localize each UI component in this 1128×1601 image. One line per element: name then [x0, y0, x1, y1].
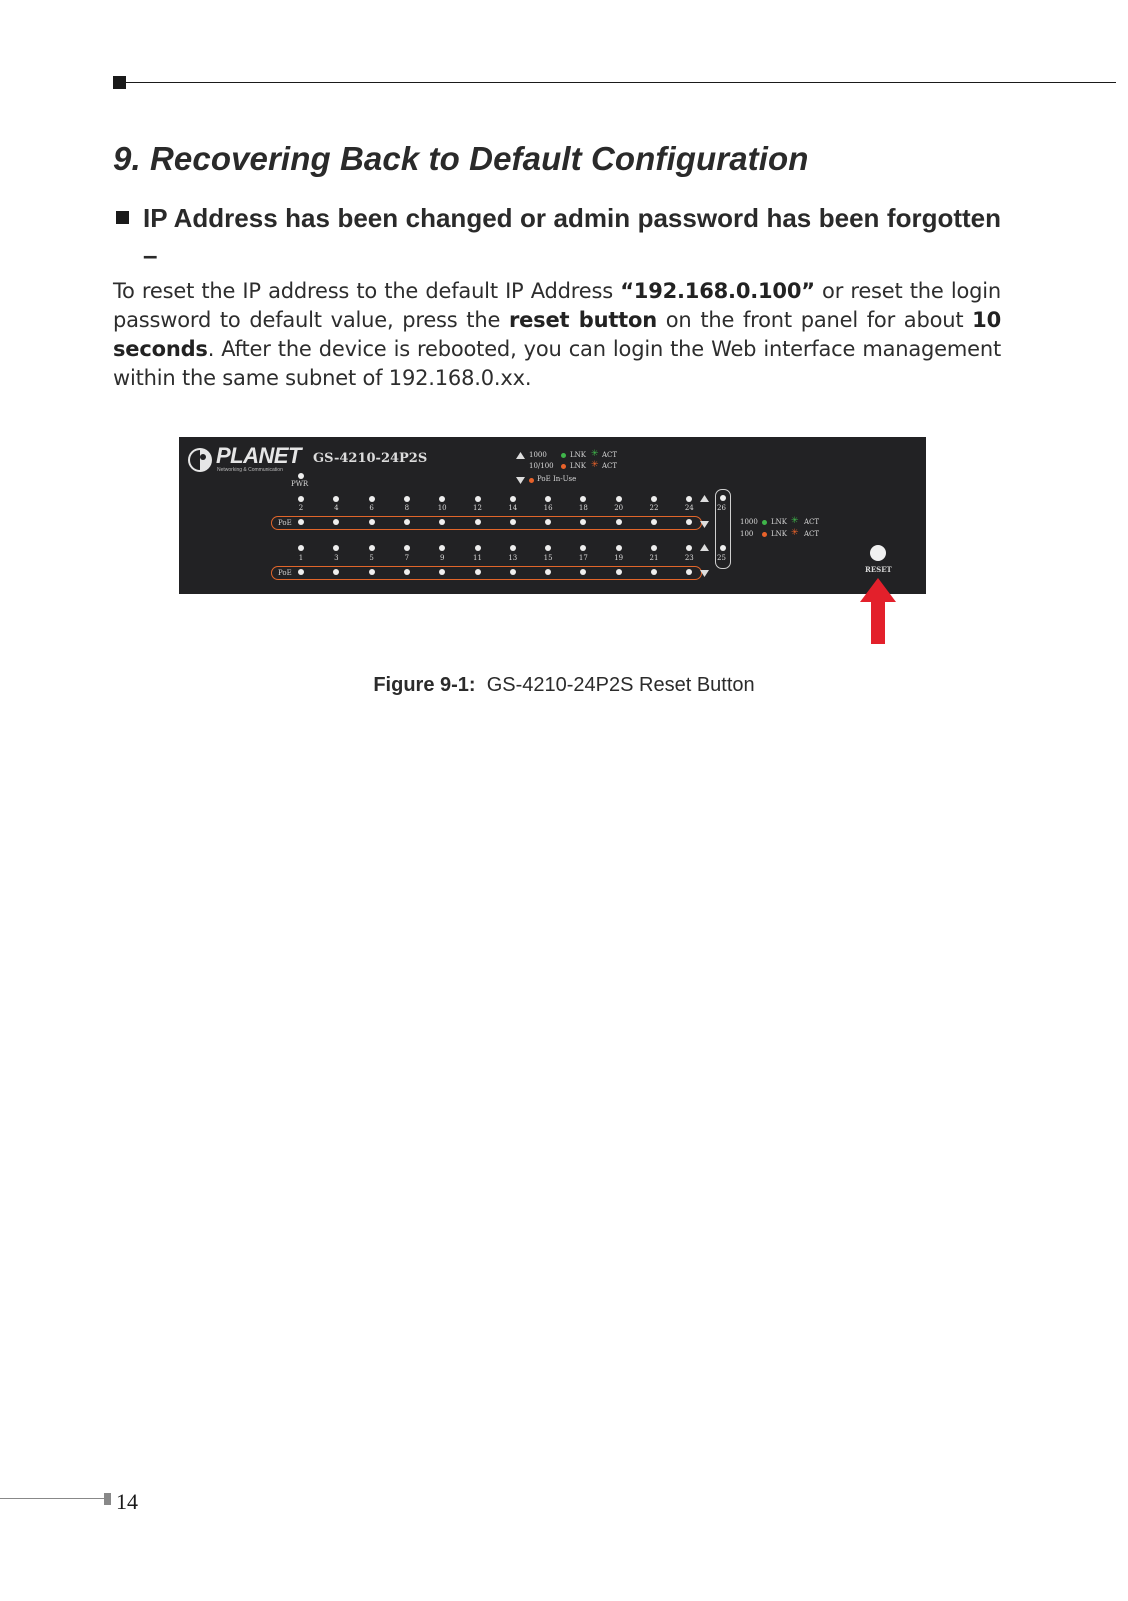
port-19-poe-led — [616, 569, 622, 575]
sfp-led-top — [720, 495, 726, 501]
square-bullet-icon — [116, 211, 129, 224]
port-1-link-led — [298, 545, 304, 551]
sfp-legend-lnk: LNK — [771, 518, 788, 526]
port-23-link-led — [686, 545, 692, 551]
port-6-poe-led — [369, 519, 375, 525]
body-paragraph — [113, 277, 1001, 393]
port-13-label: 13 — [508, 554, 518, 562]
figure-label: Figure 9-1: — [373, 674, 476, 696]
sfp-legend-act-2: ACT — [804, 530, 820, 538]
legend-lnk: LNK — [570, 451, 587, 459]
port-24-link-led — [686, 496, 692, 502]
port-16-link-led — [545, 496, 551, 502]
port-11-link-led — [475, 545, 481, 551]
port-13-poe-led — [510, 569, 516, 575]
port-3-label: 3 — [334, 554, 339, 562]
reset-pointer-arrow-icon — [860, 578, 896, 644]
subheading-text: IP Address has been changed or admin password has been forgotten – — [143, 203, 1001, 270]
sfp-legend-led-orange — [762, 532, 767, 537]
page-number: 14 — [116, 1489, 138, 1514]
port-13-link-led — [510, 545, 516, 551]
reset-button[interactable] — [870, 545, 886, 561]
port-14-label: 14 — [508, 504, 518, 512]
port-20-link-led — [616, 496, 622, 502]
port-8-label: 8 — [404, 504, 410, 512]
port-14-link-led — [510, 496, 516, 502]
legend-act: ACT — [602, 451, 618, 459]
port-12-label: 12 — [473, 504, 482, 512]
header-rule — [126, 82, 1116, 83]
port-21-poe-led — [651, 569, 657, 575]
act-blink-green-icon: ✳ — [591, 449, 599, 459]
planet-logo-icon — [187, 447, 213, 473]
act-blink-orange-icon: ✳ — [591, 460, 599, 470]
port-22-poe-led — [651, 519, 657, 525]
sfp-port-25: 25 — [717, 554, 726, 562]
reset-button-term: reset button — [508, 308, 657, 332]
footer-rule — [0, 1498, 104, 1499]
reset-label: RESET — [865, 565, 892, 574]
sfp-legend-1000: 1000 — [740, 518, 758, 526]
port-3-link-led — [333, 545, 339, 551]
port-17-link-led — [580, 545, 586, 551]
legend-led-orange — [561, 464, 566, 469]
row-bottom-down-triangle-icon — [700, 570, 709, 577]
port-10-link-led — [439, 496, 445, 502]
port-19-link-led — [616, 545, 622, 551]
paragraph-text-1: To reset the IP address to the default IP Address — [113, 279, 621, 303]
port-6-link-led — [369, 496, 375, 502]
sfp-act-blink-orange-icon: ✳ — [791, 528, 799, 538]
port-8-link-led — [404, 496, 410, 502]
port-19-label: 19 — [614, 554, 624, 562]
sfp-led-bottom — [720, 545, 726, 551]
triangle-up-icon — [516, 452, 525, 459]
port-21-label: 21 — [649, 554, 659, 562]
port-7-link-led — [404, 545, 410, 551]
legend-lnk-2: LNK — [570, 462, 587, 470]
port-14-poe-led — [510, 519, 516, 525]
port-1-label: 1 — [298, 554, 304, 562]
sfp-act-blink-green-icon: ✳ — [791, 516, 799, 526]
port-11-label: 11 — [473, 554, 482, 562]
port-2-label: 2 — [298, 504, 304, 512]
sfp-port-26: 26 — [717, 504, 726, 512]
port-4-label: 4 — [334, 504, 339, 512]
port-15-label: 15 — [543, 554, 553, 562]
port-5-poe-led — [369, 569, 375, 575]
port-15-link-led — [545, 545, 551, 551]
port-12-link-led — [475, 496, 481, 502]
legend-poe-led — [529, 478, 534, 483]
legend-poe-in-use: PoE In-Use — [537, 475, 577, 483]
port-9-label: 9 — [439, 554, 445, 562]
port-7-poe-led — [404, 569, 410, 575]
port-10-label: 10 — [437, 504, 447, 512]
legend-speed-10-100: 10/100 — [529, 462, 554, 470]
port-23-label: 23 — [684, 554, 694, 562]
subheading — [113, 200, 1001, 274]
row-bottom-up-triangle-icon — [700, 544, 709, 551]
model-name: GS-4210-24P2S — [313, 451, 428, 466]
poe-label-top: PoE — [278, 519, 292, 527]
header-rule-square — [113, 76, 126, 89]
port-12-poe-led — [475, 519, 481, 525]
port-18-link-led — [580, 496, 586, 502]
pwr-label: PWR — [291, 480, 309, 488]
port-4-link-led — [333, 496, 339, 502]
port-18-label: 18 — [578, 504, 588, 512]
pwr-led — [298, 473, 304, 479]
reset-duration: 10 seconds — [113, 308, 1001, 361]
legend-speed-1000: 1000 — [529, 451, 547, 459]
brand-tagline: Networking & Communication — [217, 467, 283, 473]
figure-caption — [0, 674, 1128, 697]
paragraph-text-3: on the front panel for about — [657, 308, 973, 332]
port-11-poe-led — [475, 569, 481, 575]
legend-led-green — [561, 453, 566, 458]
row-top-up-triangle-icon — [700, 495, 709, 502]
port-16-label: 16 — [543, 504, 553, 512]
row-top-down-triangle-icon — [700, 521, 709, 528]
default-ip-address: “192.168.0.100” — [620, 279, 815, 303]
footer-rule-square — [104, 1493, 111, 1505]
port-22-link-led — [651, 496, 657, 502]
port-17-label: 17 — [578, 554, 588, 562]
brand-name: PLANET — [216, 443, 301, 468]
paragraph-text-2: or reset the login password to default value, press the — [113, 279, 1001, 332]
legend-act-2: ACT — [602, 462, 618, 470]
port-22-label: 22 — [649, 504, 659, 512]
port-9-link-led — [439, 545, 445, 551]
port-1-poe-led — [298, 569, 304, 575]
figure-caption-text: GS-4210-24P2S Reset Button — [486, 674, 755, 696]
switch-front-panel — [179, 437, 926, 594]
triangle-down-icon — [516, 477, 525, 484]
port-20-poe-led — [616, 519, 622, 525]
sfp-legend-lnk-2: LNK — [771, 530, 788, 538]
port-5-label: 5 — [369, 554, 374, 562]
port-5-link-led — [369, 545, 375, 551]
port-2-link-led — [298, 496, 304, 502]
sfp-legend-led-green — [762, 520, 767, 525]
port-21-link-led — [651, 545, 657, 551]
port-8-poe-led — [404, 519, 410, 525]
sfp-legend-100: 100 — [740, 530, 754, 538]
paragraph-text-4: . After the device is rebooted, you can login the Web interface management within the same subnet of 192.168.0.xx. — [113, 337, 1001, 390]
port-7-label: 7 — [404, 554, 410, 562]
poe-label-bottom: PoE — [278, 569, 292, 577]
port-24-label: 24 — [684, 504, 694, 512]
sfp-legend-act: ACT — [804, 518, 820, 526]
port-20-label: 20 — [614, 504, 624, 512]
port-6-label: 6 — [369, 504, 374, 512]
section-title: 9. Recovering Back to Default Configuration — [113, 140, 809, 177]
port-2-poe-led — [298, 519, 304, 525]
